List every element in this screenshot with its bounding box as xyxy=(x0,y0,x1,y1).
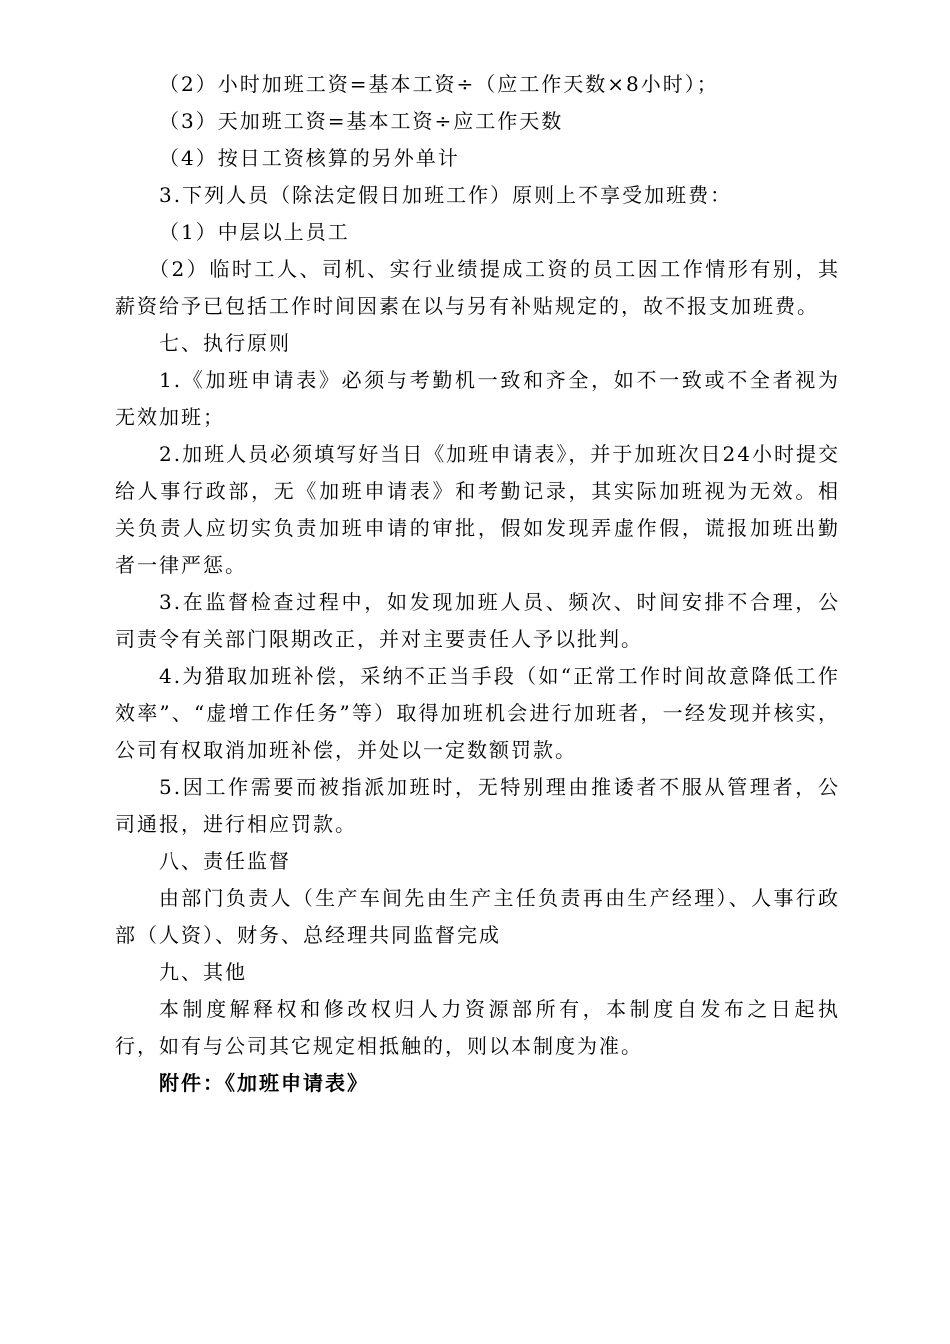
section-7-heading: 七、执行原则 xyxy=(159,331,291,355)
document-page xyxy=(115,66,840,1102)
formula-hourly: （2）小时加班工资=基本工资÷（应工作天数×8小时）； xyxy=(159,72,719,96)
clause-3-heading: 3.下列人员（除法定假日加班工作）原则上不享受加班费： xyxy=(159,183,733,207)
section-7-item-2: 2.加班人员必须填写好当日《加班申请表》，并于加班次日24小时提交给人事行政部，无《加班申请表》和考勤记录，其实际加班视为无效。相关负责人应切实负责加班申请的审批，假如发现弄虚作假，谎报加班出勤者一律严惩。 xyxy=(115,442,840,577)
section-7-item-5: 5.因工作需要而被指派加班时，无特别理由推诿者不服从管理者，公司通报，进行相应罚款。 xyxy=(115,775,840,836)
formula-daily-wage: （4）按日工资核算的另外单计 xyxy=(159,146,460,170)
formula-daily: （3）天加班工资=基本工资÷应工作天数 xyxy=(159,109,564,133)
section-7-item-4: 4.为猎取加班补偿，采纳不正当手段（如“正常工作时间故意降低工作效率”、“虚增工作任务”等）取得加班机会进行加班者，一经发现并核实，公司有权取消加班补偿，并处以一定数额罚款。 xyxy=(115,664,840,762)
section-9-body: 本制度解释权和修改权归人力资源部所有，本制度自发布之日起执行，如有与公司其它规定相抵触的，则以本制度为准。 xyxy=(115,997,840,1058)
clause-3-item-1: （1）中层以上员工 xyxy=(159,220,350,244)
section-9-heading: 九、其他 xyxy=(159,960,247,984)
attachment-line: 附件：《加班申请表》 xyxy=(159,1071,369,1095)
section-7-item-1: 1.《加班申请表》必须与考勤机一致和齐全，如不一致或不全者视为无效加班； xyxy=(115,368,840,429)
section-8-body: 由部门负责人（生产车间先由生产主任负责再由生产经理）、人事行政部（人资）、财务、总经理共同监督完成 xyxy=(115,886,840,947)
section-7-item-3: 3.在监督检查过程中，如发现加班人员、频次、时间安排不合理，公司责令有关部门限期改正，并对主要责任人予以批判。 xyxy=(115,590,840,651)
clause-3-item-2: （2）临时工人、司机、实行业绩提成工资的员工因工作情形有别，其薪资给予已包括工作时间因素在以与另有补贴规定的，故不报支加班费。 xyxy=(115,257,840,318)
section-8-heading: 八、责任监督 xyxy=(159,849,291,873)
